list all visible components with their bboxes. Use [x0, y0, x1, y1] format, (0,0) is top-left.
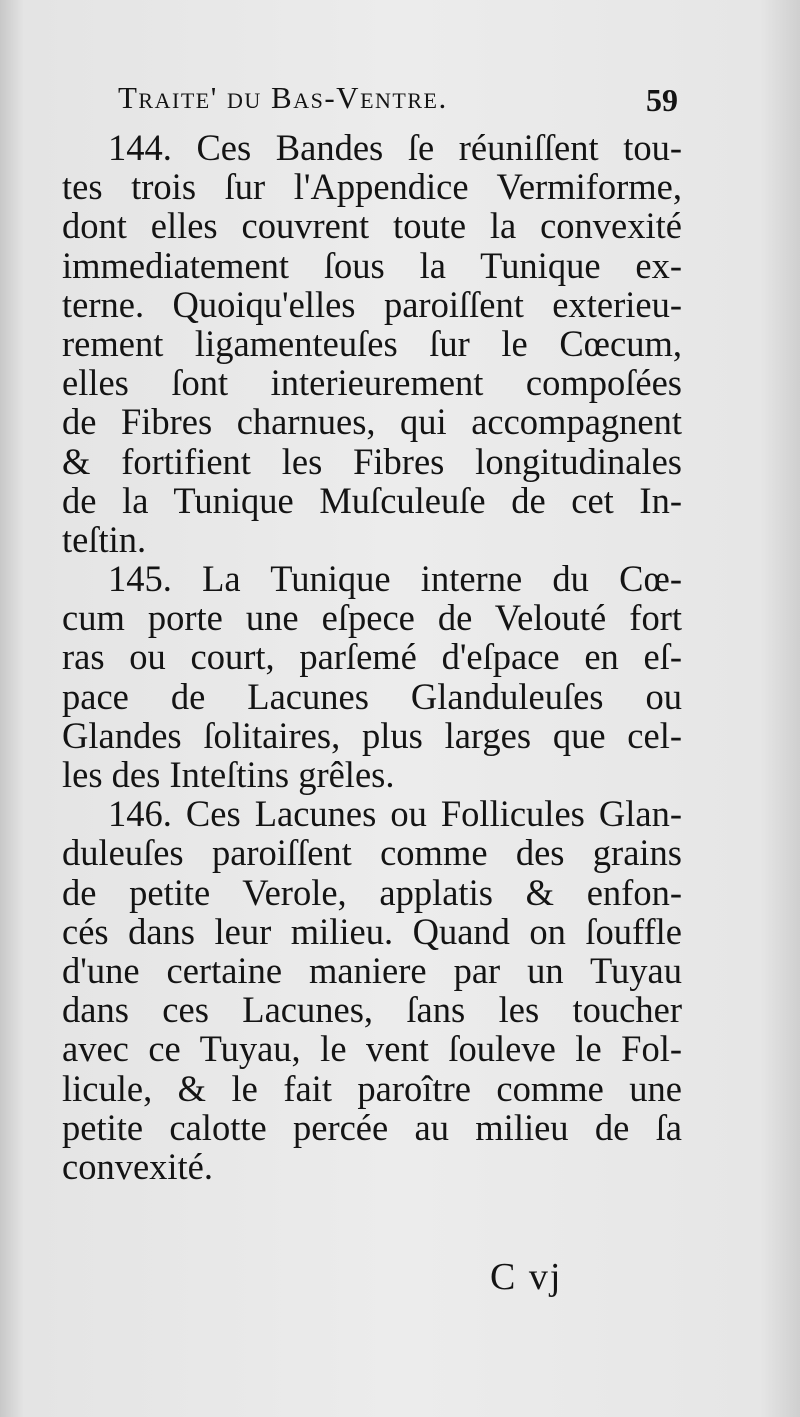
body-text [62, 128, 682, 1186]
text-line: tes trois ſur l'Appendice Vermiforme, [62, 166, 682, 208]
text-line: de petite Verole, applatis & enfon- [62, 871, 682, 913]
running-header [118, 80, 678, 124]
text-line: dont elles couvrent toute la convexité [62, 205, 682, 247]
text-line: ras ou court, parſemé d'eſpace en eſ- [62, 636, 682, 678]
text-line: licule, & le fait paroître comme une [62, 1067, 682, 1109]
text-line: terne. Quoiqu'elles paroiſſent exterieu- [62, 283, 682, 325]
text-line: les des Inteſtins grêles. [62, 754, 395, 795]
text-line: pace de Lacunes Glanduleuſes ou [62, 675, 682, 717]
page-number: 59 [646, 82, 678, 118]
text-line: petite calotte percée au milieu de ſa [62, 1106, 682, 1148]
text-line: d'une certaine maniere par un Tuyau [62, 949, 682, 991]
text-line: cés dans leur milieu. Quand on ſouffle [62, 910, 682, 952]
text-line: rement ligamenteuſes ſur le Cœcum, [62, 322, 682, 364]
text-line: 146. Ces Lacunes ou Follicules Glan- [108, 793, 682, 835]
text-line: elles ſont interieurement compoſées [62, 362, 682, 404]
text-line: 144. Ces Bandes ſe réuniſſent tou- [108, 127, 682, 168]
text-line: 145. La Tunique interne du Cœ- [108, 558, 682, 600]
signature-mark: C vj [490, 1256, 563, 1298]
text-line: convexité. [62, 1145, 214, 1187]
text-line: duleuſes paroiſſent comme des grains [62, 832, 682, 874]
text-line: cum porte une eſpece de Velouté fort [62, 597, 682, 639]
text-line: & fortifient les Fibres longitudinales [62, 440, 682, 482]
text-line: de la Tunique Muſculeuſe de cet In- [62, 479, 682, 521]
text-line: de Fibres charnues, qui accompagnent [62, 401, 682, 443]
text-line: Glandes ſolitaires, plus larges que cel- [62, 714, 682, 756]
text-line: teſtin. [62, 518, 147, 560]
running-title: Traite' du Bas-Ventre. [118, 80, 448, 115]
text-line: immediatement ſous la Tunique ex- [62, 244, 682, 286]
text-line: avec ce Tuyau, le vent ſouleve le Fol- [62, 1028, 682, 1070]
text-line: dans ces Lacunes, ſans les toucher [62, 989, 682, 1031]
